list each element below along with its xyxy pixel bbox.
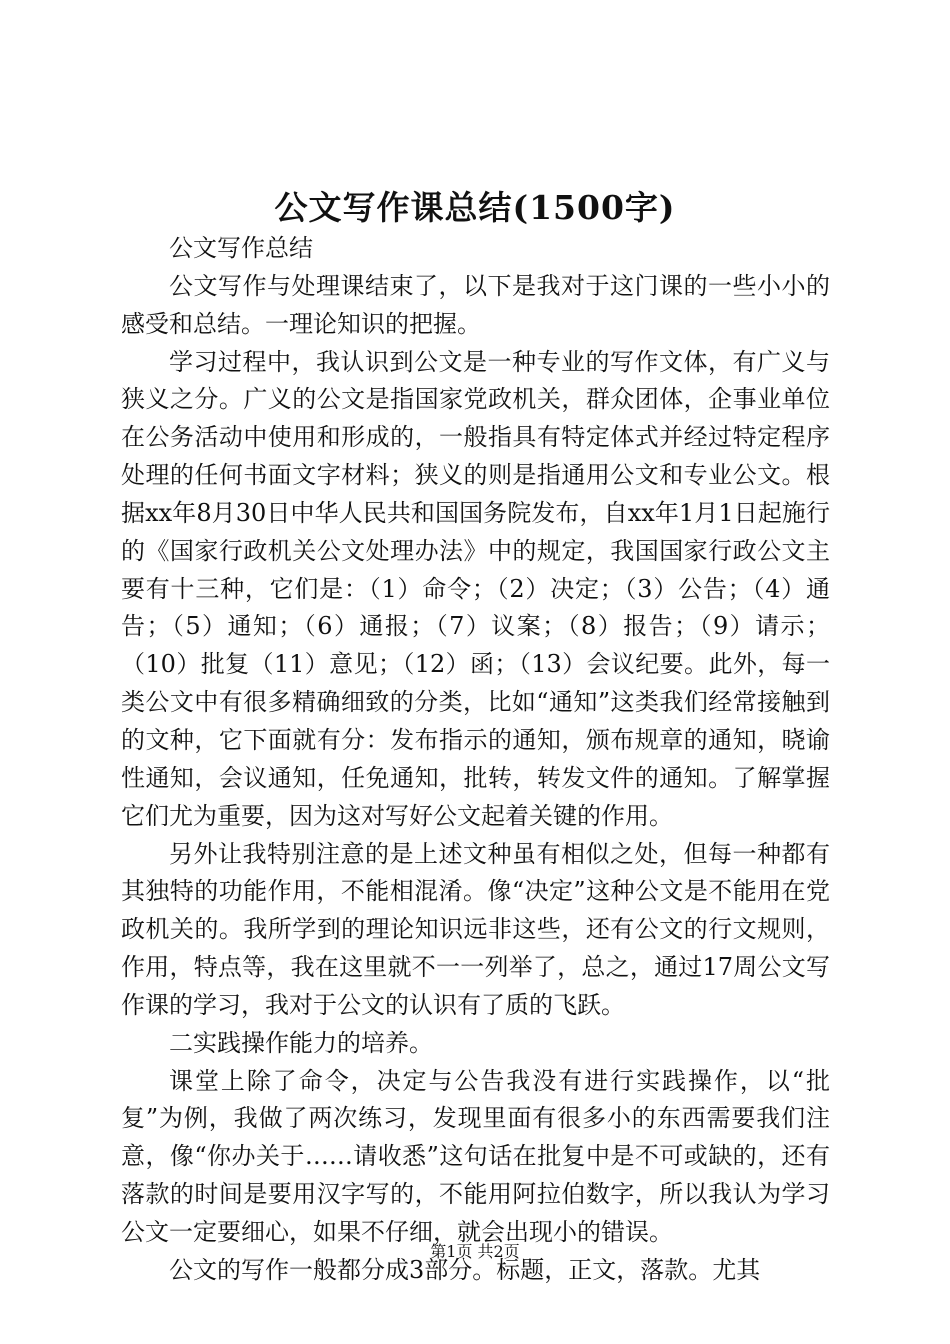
paragraph-intro: 公文写作与处理课结束了，以下是我对于这门课的一些小小的感受和总结。一理论知识的把握。 — [121, 271, 830, 338]
document-title: 公文写作课总结(1500字) — [274, 188, 676, 227]
paragraph-theory-extra: 另外让我特别注意的是上述文种虽有相似之处，但每一种都有其独特的功能作用，不能相混淆。像“决定”这种公文是不能用在党政机关的。我所学到的理论知识远非这些，还有公文的行文规则，作用，特点等，我在这里就不一一列举了，总之，通过17周公文写作课的学习，我对于公文的认识有了质的飞跃。 — [121, 839, 830, 1019]
paragraph-practice: 课堂上除了命令，决定与公告我没有进行实践操作，以“批复”为例，我做了两次练习，发现里面有很多小的东西需要我们注意，像“你办关于……请收悉”这句话在批复中是不可或缺的，还有落款的时间是要用汉字写的，不能用阿拉伯数字，所以我认为学习公文一定要细心，如果不仔细，就会出现小的错误。 — [121, 1066, 830, 1246]
paragraph-heading: 公文写作总结 — [169, 234, 313, 262]
document-body — [121, 230, 830, 1290]
paragraph-structure: 公文的写作一般都分成3部分。标题，正文，落款。尤其 — [169, 1255, 761, 1284]
page-footer: 第1页 共2页 — [430, 1242, 520, 1261]
paragraph-theory: 学习过程中，我认识到公文是一种专业的写作文体，有广义与狭义之分。广义的公文是指国家党政机关，群众团体，企事业单位在公务活动中使用和形成的，一般指具有特定体式并经过特定程序处理的任何书面文字材料；狭义的则是指通用公文和专业公文。根据xx年8月30日中华人民共和国国务院发布，自xx年1月1日起施行的《国家行政机关公文处理办法》中的规定，我国国家行政公文主要有十三种，它们是：（1）命令；（2）决定；（3）公告；（4）通告；（5）通知；（6）通报；（7）议案；（8）报告；（9）请示；（10）批复（11）意见；（12）函；（13）会议纪要。此外，每一类公文中有很多精确细致的分类，比如“通知”这类我们经常接触到的文种，它下面就有分：发布指示的通知，颁布规章的通知，晓谕性通知，会议通知，任免通知，批转，转发文件的通知。了解掌握它们尤为重要，因为这对写好公文起着关键的作用。 — [121, 347, 830, 830]
paragraph-practice-heading: 二实践操作能力的培养。 — [169, 1028, 433, 1057]
